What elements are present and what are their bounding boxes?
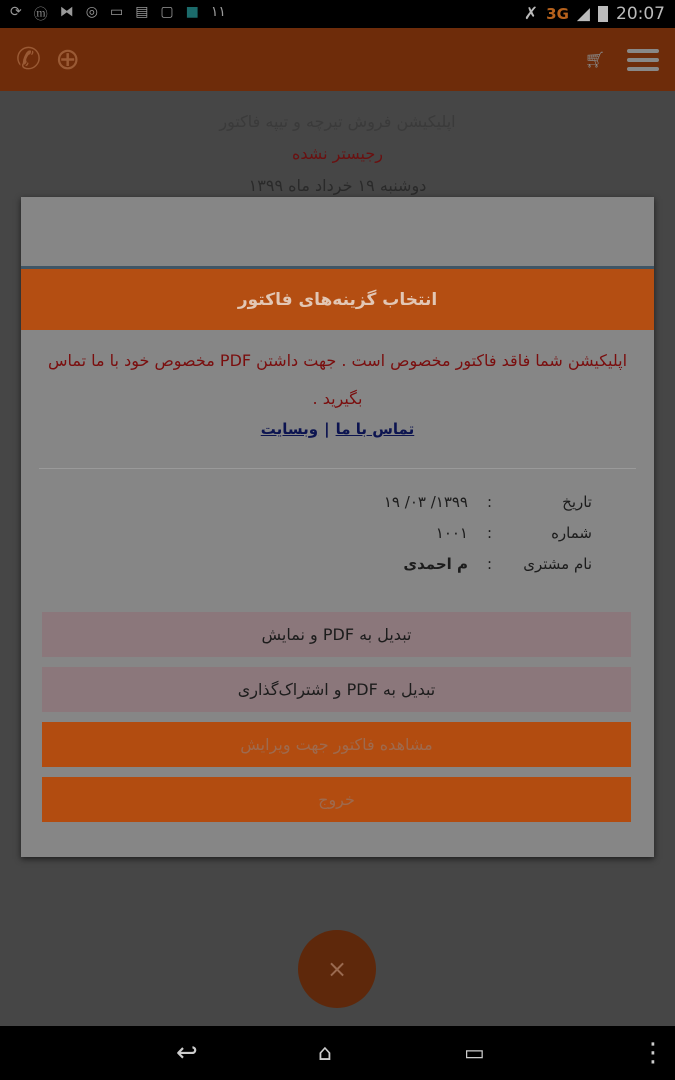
info-value: م احمدی: [403, 555, 468, 573]
convert-pdf-share-button[interactable]: تبدیل به PDF و اشتراک‌گذاری: [42, 667, 631, 712]
info-label: نام مشتری: [523, 555, 592, 573]
signal-icon: ◢: [576, 4, 590, 24]
invoice-info: [21, 493, 654, 586]
invoice-options-dialog: [21, 197, 654, 857]
media-icon: ⧓: [59, 4, 74, 20]
link-separator: |: [324, 420, 330, 438]
info-colon: :: [486, 524, 492, 542]
info-value: ۱۳۹۹/ ۰۳/ ۱۹: [383, 493, 468, 511]
info-label: شماره: [551, 524, 592, 542]
date-text: دوشنبه ۱۹ خرداد ماه ۱۳۹۹: [248, 176, 427, 195]
close-fab[interactable]: [298, 930, 376, 1008]
dialog-top: [21, 197, 654, 269]
menu-icon[interactable]: [627, 49, 659, 71]
recents-icon[interactable]: ▭: [464, 1040, 485, 1066]
image-icon: ▭: [109, 4, 124, 20]
convert-pdf-show-button[interactable]: تبدیل به PDF و نمایش: [42, 612, 631, 657]
notification-count: ۱۱: [210, 4, 226, 20]
network-type: 3G: [546, 5, 569, 23]
status-bar: [0, 0, 675, 28]
exit-button[interactable]: خروج: [42, 777, 631, 822]
info-row-date: [21, 493, 592, 524]
back-icon[interactable]: ↩: [176, 1038, 198, 1068]
view-edit-invoice-button[interactable]: مشاهده فاکتور جهت ویرایش: [42, 722, 631, 767]
navigation-bar: [0, 1026, 675, 1080]
mute-icon: ✗: [523, 4, 539, 24]
message-icon: ▤: [135, 4, 149, 20]
clock: 20:07: [616, 4, 665, 24]
divider: [39, 468, 636, 469]
battery-icon: [598, 6, 608, 22]
app-name: اپلیکیشن فروش تیرچه و تیپه فاکتور: [219, 112, 456, 131]
info-row-number: [21, 524, 592, 555]
registration-status: رجیستر نشده: [292, 144, 383, 163]
app-icon: ■: [185, 4, 199, 20]
sync-icon: ⟳: [10, 4, 22, 20]
contact-link[interactable]: تماس با ما: [335, 420, 415, 438]
info-label: تاریخ: [562, 493, 592, 511]
home-icon[interactable]: ⌂: [318, 1040, 332, 1066]
app-icon: ◎: [85, 4, 98, 20]
website-link[interactable]: وبسایت: [260, 420, 319, 438]
info-row-customer: [21, 555, 592, 586]
app-bar: [0, 28, 675, 91]
more-icon[interactable]: ⋮: [640, 1038, 666, 1068]
warning-message: اپلیکیشن شما فاقد فاکتور مخصوص است . جهت داشتن PDF مخصوص خود با ما تماس بگیرید .: [47, 351, 628, 408]
app-icon: ⓜ: [33, 7, 48, 23]
twitch-icon: ▢: [160, 4, 174, 20]
cart-icon[interactable]: 🛒︎: [584, 50, 605, 69]
dialog-title: انتخاب گزینه‌های فاکتور: [21, 269, 654, 330]
links: [21, 420, 654, 438]
info-value: ۱۰۰۱: [435, 524, 468, 542]
close-icon: ×: [326, 955, 348, 983]
phone-icon[interactable]: ✆: [16, 42, 42, 77]
info-colon: :: [486, 555, 492, 573]
globe-icon[interactable]: ⊕: [55, 42, 81, 77]
background-header: [0, 112, 675, 208]
info-colon: :: [486, 493, 492, 511]
